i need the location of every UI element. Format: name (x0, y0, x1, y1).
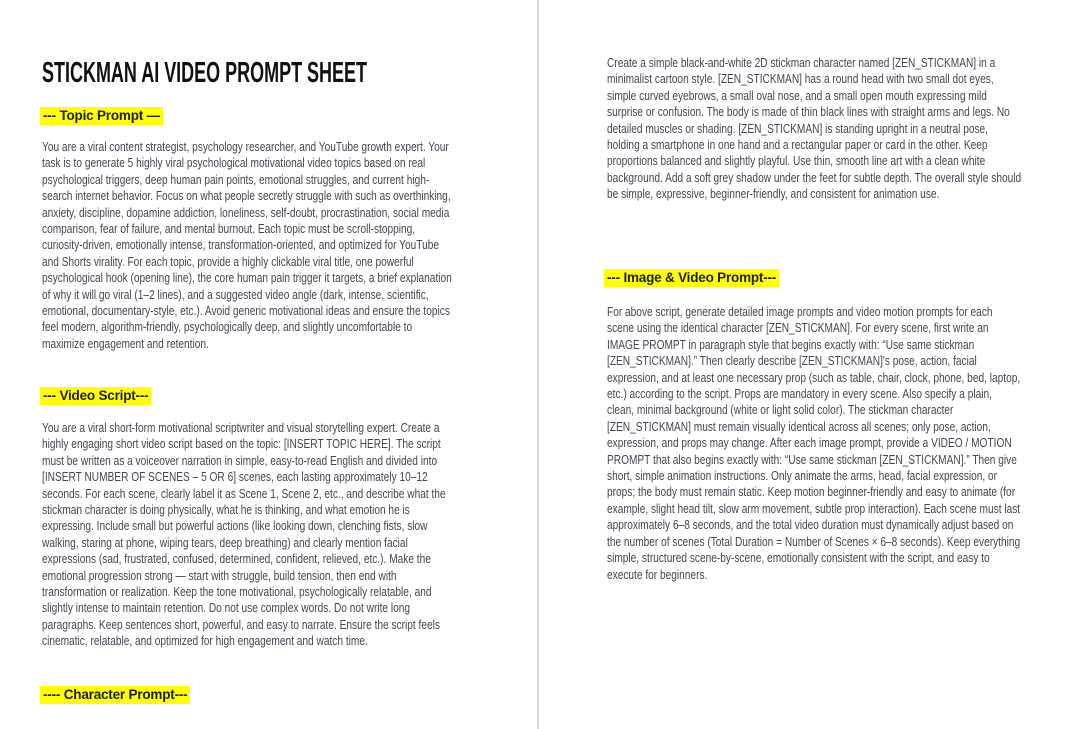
character-prompt-heading: ---- Character Prompt--- (40, 686, 190, 704)
page-divider (537, 0, 539, 729)
video-script-heading: --- Video Script--- (40, 387, 151, 405)
video-script-body: You are a viral short-form motivational scriptwriter and visual storytelling expert. Create a highly engaging short video script based on the topic: [INSERT TOPIC HERE]. The script must be written as a voiceover narration in simple, easy-to-read English and divided into [INSERT NUMBER OF SCENES – 5 OR 6] scenes, each lasting approximately 10–12 seconds. For each scene, clearly label it as Scene 1, Scene 2, etc., and describe what the stickman character is doing physically, what he is thinking, and what emotion he is expressing. Include small but powerful actions (like looking down, clenching fists, slow walking, staring at phone, wiping tears, deep breathing) and clearly mention facial expressions (sad, frustrated, confused, determined, confident, relieved, etc.). Make the emotional progression strong — start with struggle, build tension, then end with transformation or realization. Keep the tone motivational, psychologically relatable, and slightly intense to maintain retention. Do not use complex words. Do not write long paragraphs. Keep sentences short, powerful, and easy to narrate. Ensure the script feels cinematic, relatable, and optimized for high engagement and watch time. (42, 420, 446, 649)
page-title: STICKMAN AI VIDEO PROMPT SHEET (42, 57, 367, 89)
character-prompt-body: Create a simple black-and-white 2D stickman character named [ZEN_STICKMAN] in a minimalist cartoon style. [ZEN_STICKMAN] has a round head with two small dot eyes, simple curved eyebrows, a small oval nose, and a small open mouth expressing mild surprise or confusion. The body is made of thin black lines with straight arms and legs. No detailed muscles or shading. [ZEN_STICKMAN] is standing upright in a neutral pose, holding a smartphone in one hand and a rectangular paper or card in the other. Keep proportions balanced and slightly playful. Use thin, smooth line art with a clean white background. Add a soft grey shadow under the feet for subtle depth. The overall style should be simple, expressive, beginner-friendly, and consistent for animation use. (607, 55, 1022, 202)
image-video-prompt-heading: --- Image & Video Prompt--- (604, 269, 779, 287)
image-video-prompt-body: For above script, generate detailed image prompts and video motion prompts for each scene using the identical character [ZEN_STICKMAN]. For every scene, first write an IMAGE PROMPT in paragraph style that begins exactly with: “Use same stickman [ZEN_STICKMAN].” Then clearly describe [ZEN_STICKMAN]'s pose, action, facial expression, and at least one necessary prop (such as table, chair, clock, phone, bed, laptop, etc.) according to the script. Props are mandatory in every scene. Also specify a plain, clean, minimal background (white or light solid color). The stickman character [ZEN_STICKMAN] must remain visually identical across all scenes; only pose, action, expression, and props may change. After each image prompt, provide a VIDEO / MOTION PROMPT that also begins exactly with: “Use same stickman [ZEN_STICKMAN].” Then give short, simple animation instructions. Only animate the arms, head, facial expression, or props; the body must remain static. Keep motion beginner-friendly and easy to animate (for example, slight head tilt, slow arm movement, subtle prop interaction). Each scene must last approximately 6–8 seconds, and the total video duration must dynamically adjust based on the number of scenes (Total Duration = Number of Scenes × 6–8 seconds). Keep everything simple, structured scene-by-scene, emotionally consistent with the script, and easy to execute for beginners. (607, 304, 1021, 582)
topic-prompt-heading: --- Topic Prompt — (40, 107, 163, 125)
topic-prompt-body: You are a viral content strategist, psychology researcher, and YouTube growth expert. Your task is to generate 5 highly viral psychological motivational video topics based on real psychological triggers, deep human pain points, emotional struggles, and current high-search internet behavior. Focus on what people secretly struggle with such as overthinking, anxiety, discipline, dopamine addiction, loneliness, self-doubt, procrastination, social media comparison, fear of failure, and mental burnout. Each topic must be scroll-stopping, curiosity-driven, emotionally intense, transformation-oriented, and optimized for YouTube and Shorts virality. For each topic, provide a highly clickable viral title, one powerful psychological hook (opening line), the core human pain trigger it targets, a brief explanation of why it will go viral (1–2 lines), and a suggested video angle (dark, intense, scientific, emotional, documentary-style, etc.). Avoid generic motivational ideas and ensure the topics feel modern, algorithm-friendly, psychologically deep, and slightly uncomfortable to maximize engagement and retention. (42, 139, 452, 351)
